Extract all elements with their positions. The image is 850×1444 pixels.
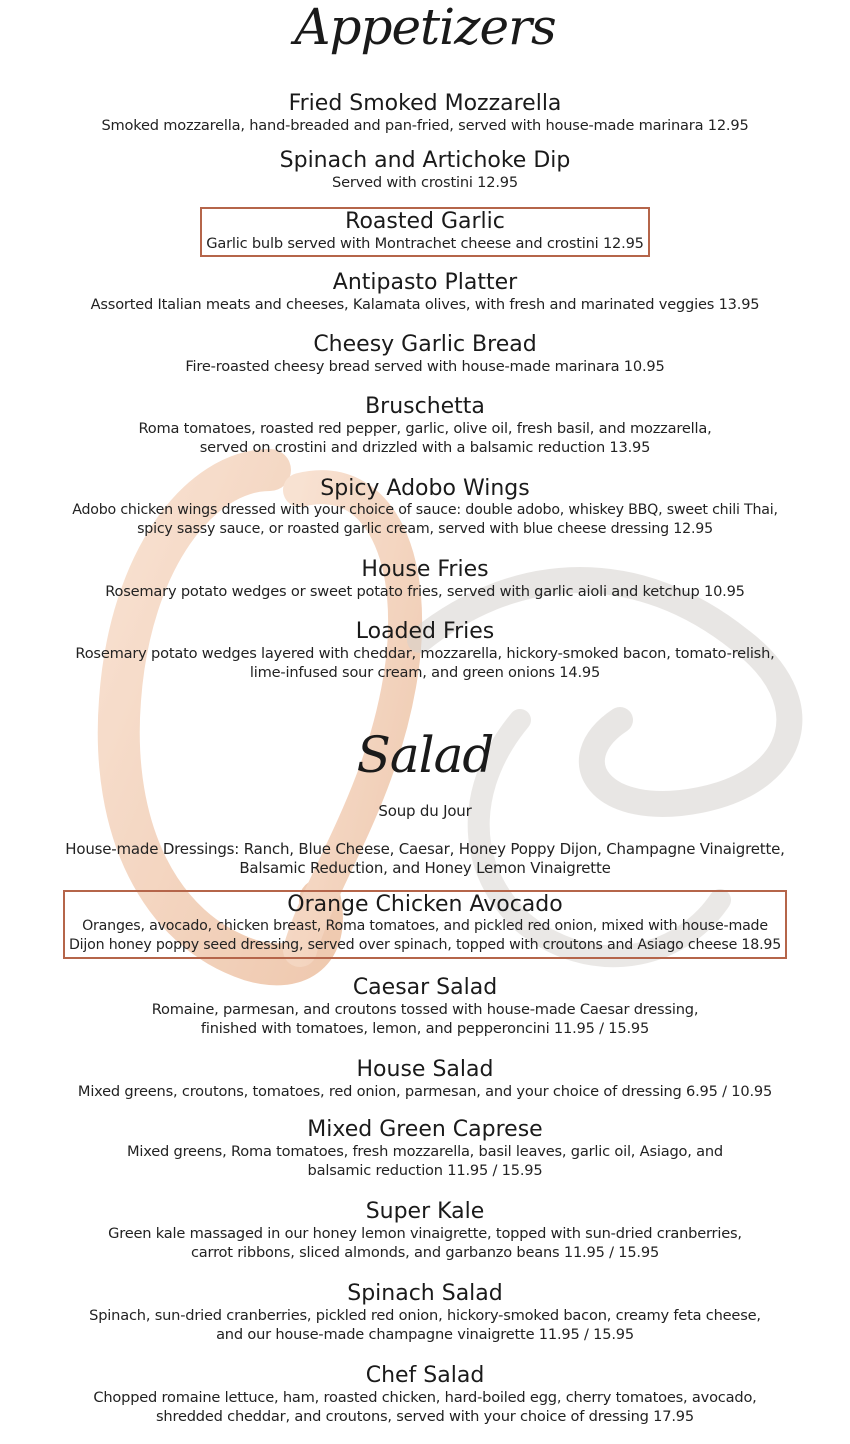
- item-name: Caesar Salad: [352, 975, 498, 1000]
- item-description: Green kale massaged in our honey lemon vinaigrette, topped with sun-dried cranberries, carrot ribbons, sliced almonds, and garbanzo beans 11.95 / 15.95: [108, 1225, 742, 1261]
- item-description: Garlic bulb served with Montrachet cheese and crostini 12.95: [206, 235, 644, 252]
- highlight-box: [63, 890, 787, 959]
- menu-item-spicy-adobo-wings: [0, 477, 850, 558]
- item-description: Fire-roasted cheesy bread served with house-made marinara 10.95: [185, 358, 665, 375]
- item-name: Mixed Green Caprese: [307, 1117, 543, 1142]
- item-name: Roasted Garlic: [345, 209, 505, 234]
- item-description: Mixed greens, Roma tomatoes, fresh mozzarella, basil leaves, garlic oil, Asiago, and balsamic reduction 11.95 / 15.95: [127, 1143, 723, 1179]
- item-name: Bruschetta: [365, 394, 485, 419]
- menu-item-orange-chicken-avocado: [0, 890, 850, 976]
- item-name: Spicy Adobo Wings: [320, 476, 530, 501]
- salad-heading: Salad: [356, 726, 494, 784]
- menu-item-chef-salad: [0, 1364, 850, 1434]
- item-description: Served with crostini 12.95: [332, 174, 518, 191]
- menu-item-spinach-salad: [0, 1282, 850, 1364]
- menu-item-roasted-garlic: [0, 207, 850, 271]
- soup-du-jour: Soup du Jour: [378, 802, 472, 820]
- item-name: Spinach Salad: [347, 1281, 503, 1306]
- item-description: Smoked mozzarella, hand-breaded and pan-fried, served with house-made marinara 12.95: [101, 117, 749, 134]
- menu-item-spinach-artichoke-dip: [0, 149, 850, 207]
- menu-item-bruschetta: [0, 395, 850, 477]
- item-description: Rosemary potato wedges or sweet potato fries, served with garlic aioli and ketchup 10.95: [105, 583, 745, 600]
- item-name: Fried Smoked Mozzarella: [288, 91, 562, 116]
- menu-item-caesar-salad: [0, 976, 850, 1058]
- menu-item-super-kale: [0, 1200, 850, 1282]
- menu-item-cheesy-garlic-bread: [0, 333, 850, 395]
- menu-item-fried-smoked-mozzarella: [0, 92, 850, 149]
- item-name: Antipasto Platter: [332, 270, 518, 295]
- item-name: Spinach and Artichoke Dip: [279, 148, 571, 173]
- item-description: Spinach, sun-dried cranberries, pickled red onion, hickory-smoked bacon, creamy feta cheese, and our house-made champagne vinaigrette 11.95 / 15.95: [89, 1307, 761, 1343]
- item-name: House Salad: [356, 1057, 494, 1082]
- house-dressings: House-made Dressings: Ranch, Blue Cheese, Caesar, Honey Poppy Dijon, Champagne Vinaigrette, Balsamic Reduction, and Honey Lemon Vinaigrette: [65, 840, 785, 877]
- item-description: Mixed greens, croutons, tomatoes, red onion, parmesan, and your choice of dressing 6.95 / 10.95: [77, 1083, 773, 1100]
- menu-item-antipasto-platter: [0, 271, 850, 333]
- menu-item-loaded-fries: [0, 620, 850, 682]
- item-name: Orange Chicken Avocado: [287, 892, 563, 917]
- item-description: Chopped romaine lettuce, ham, roasted chicken, hard-boiled egg, cherry tomatoes, avocado, shredded cheddar, and croutons, served with your choice of dressing 17.95: [93, 1389, 757, 1425]
- item-name: Chef Salad: [365, 1363, 485, 1388]
- menu-item-house-fries: [0, 558, 850, 620]
- item-description: Romaine, parmesan, and croutons tossed with house-made Caesar dressing, finished with tomatoes, lemon, and pepperoncini 11.95 / 15.95: [151, 1001, 699, 1037]
- item-name: House Fries: [361, 557, 489, 582]
- item-description: Adobo chicken wings dressed with your choice of sauce: double adobo, whiskey BBQ, sweet chili Thai, spicy sassy sauce, or roasted garlic cream, served with blue cheese dressing 12.95: [72, 502, 778, 537]
- item-name: Loaded Fries: [355, 619, 495, 644]
- highlight-box: [200, 207, 650, 257]
- menu-item-mixed-green-caprese: [0, 1118, 850, 1200]
- item-description: Roma tomatoes, roasted red pepper, garlic, olive oil, fresh basil, and mozzarella, served on crostini and drizzled with a balsamic reduction 13.95: [138, 420, 712, 456]
- item-name: Cheesy Garlic Bread: [313, 332, 537, 357]
- appetizers-heading: Appetizers: [294, 0, 556, 56]
- item-description: Oranges, avocado, chicken breast, Roma tomatoes, and pickled red onion, mixed with house-made Dijon honey poppy seed dressing, served over spinach, topped with croutons and Asiago cheese 18.95: [68, 918, 782, 953]
- item-name: Super Kale: [365, 1199, 485, 1224]
- item-description: Rosemary potato wedges layered with cheddar, mozzarella, hickory-smoked bacon, tomato-relish, lime-infused sour cream, and green onions 14.95: [75, 645, 775, 681]
- menu-item-house-salad: [0, 1058, 850, 1118]
- item-description: Assorted Italian meats and cheeses, Kalamata olives, with fresh and marinated veggies 13.95: [90, 296, 760, 313]
